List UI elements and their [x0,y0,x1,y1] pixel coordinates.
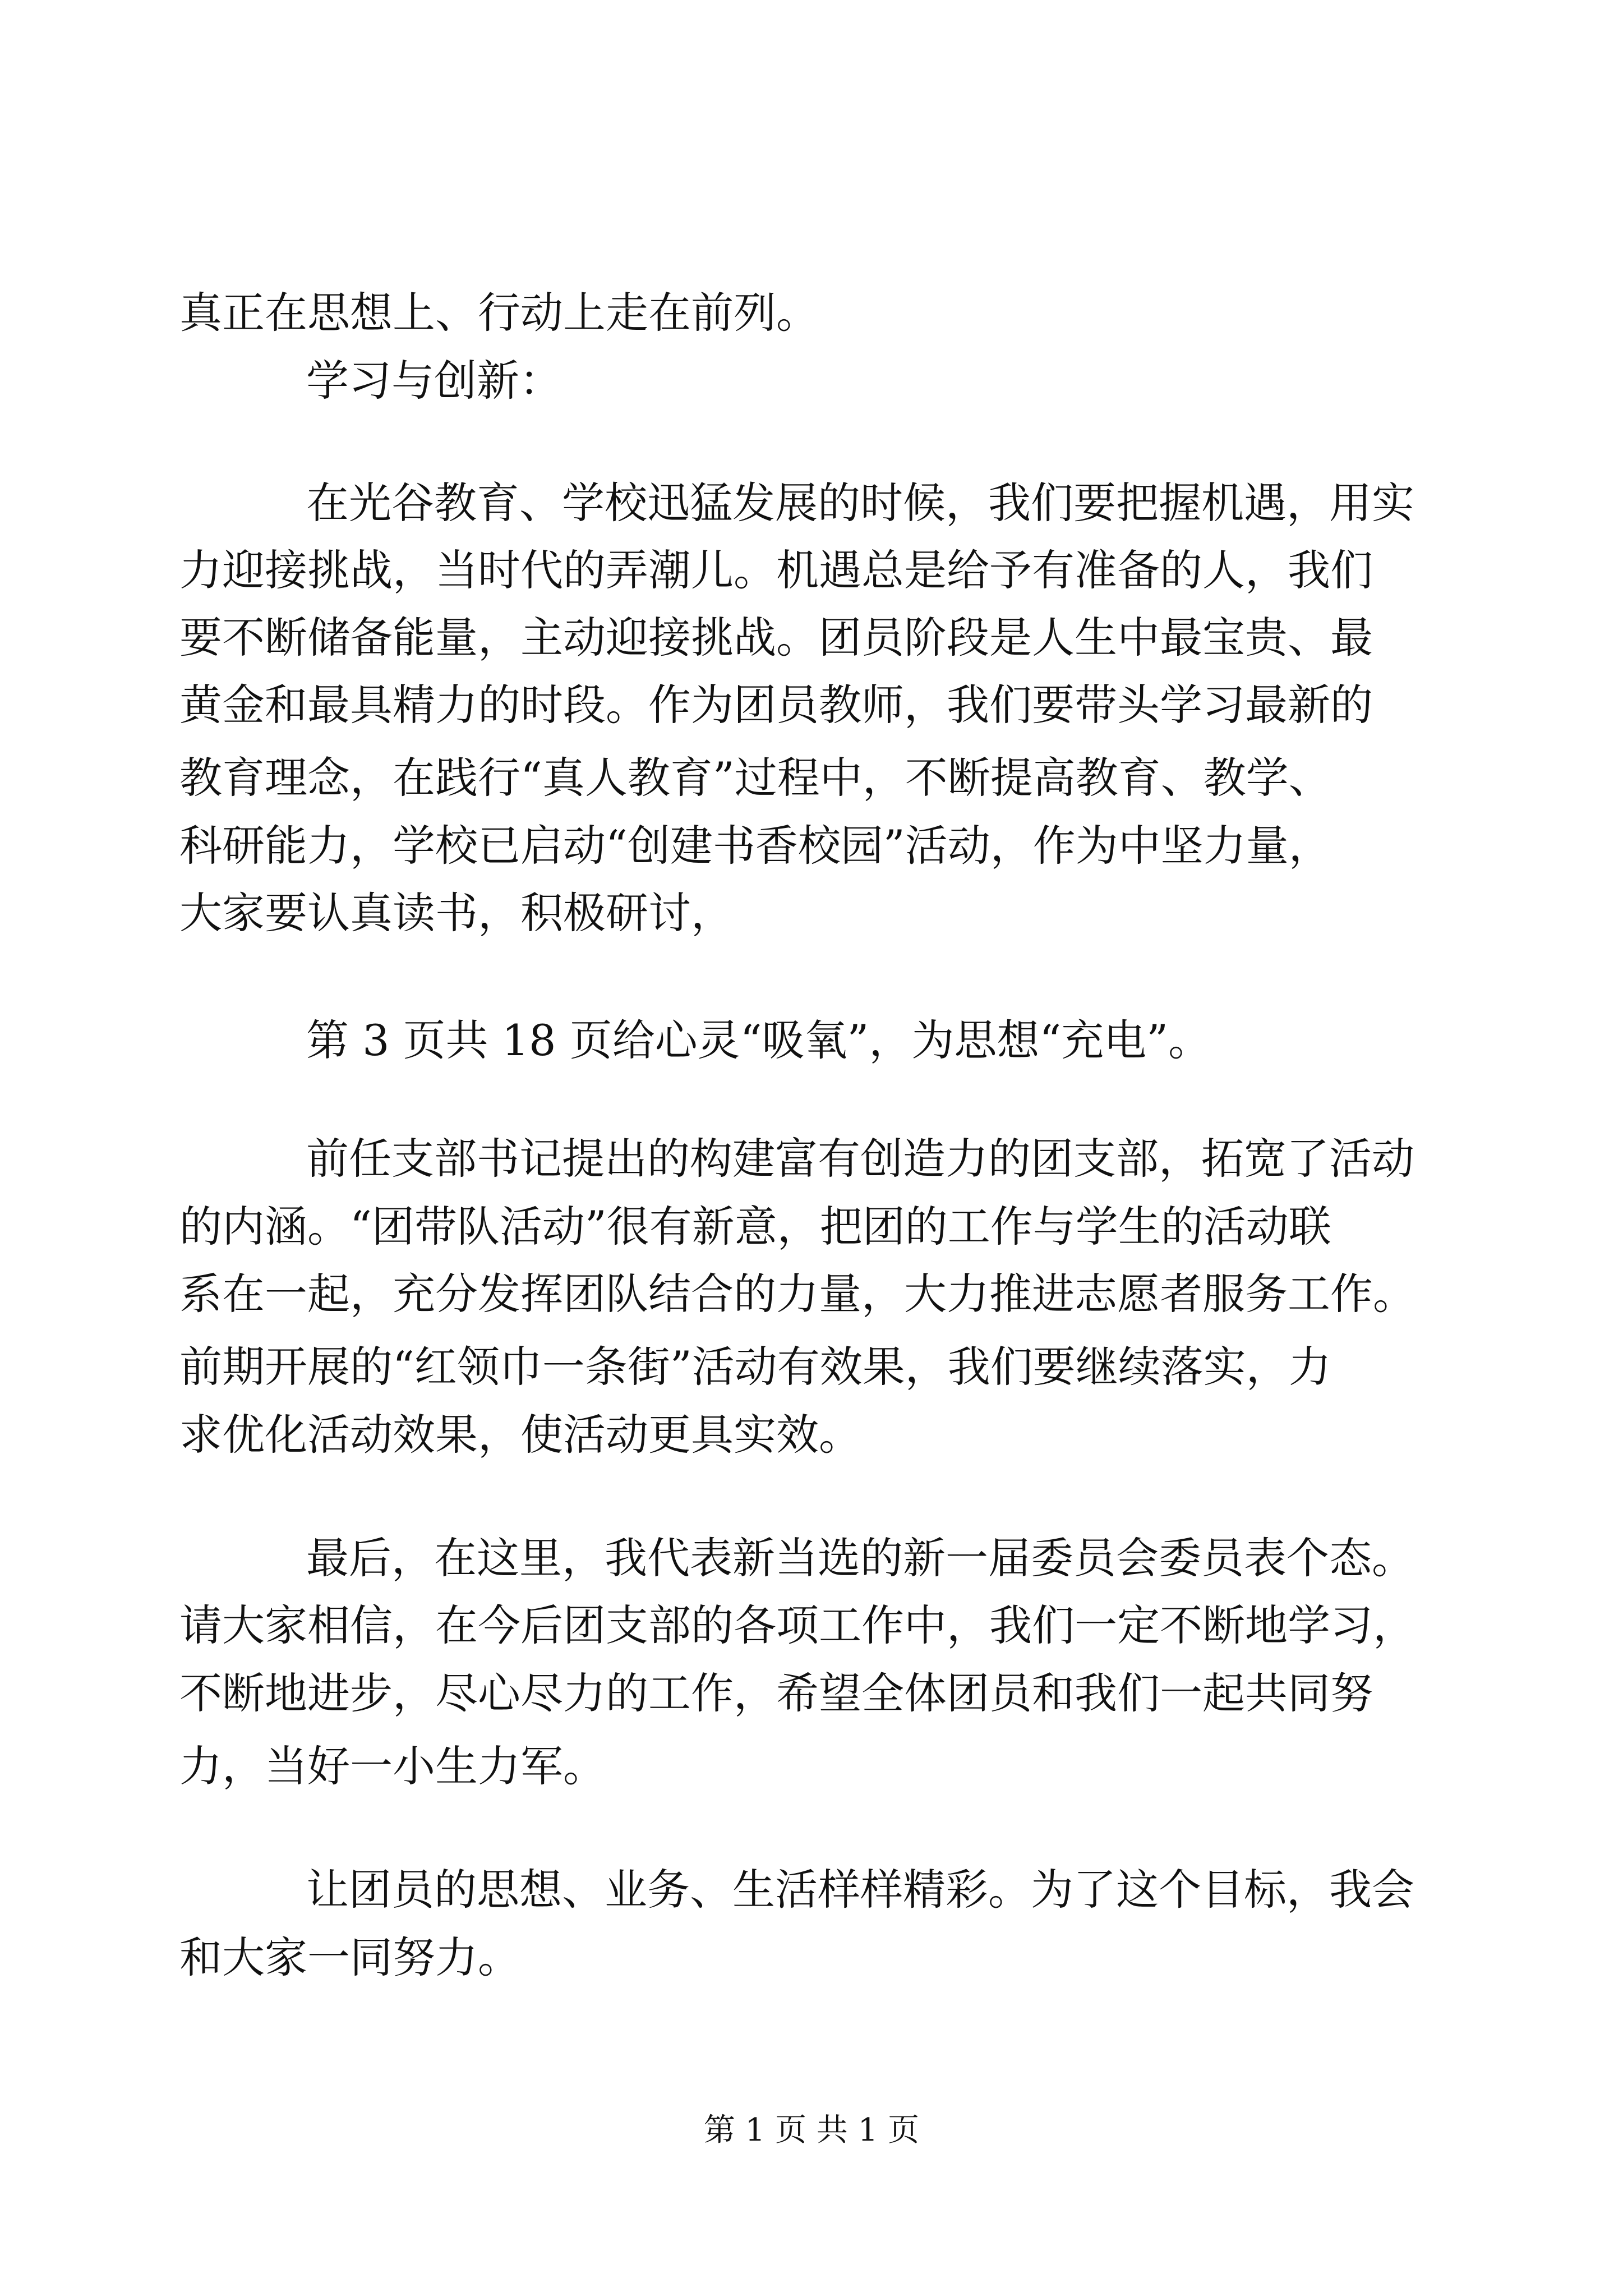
line-text: 要不断储备能量，主动迎接挑战。团员阶段是人生中最宝贵、最 [179,613,1373,662]
line-text: 在光谷教育、学校迅猛发展的时候，我们要把握机遇，用实 [306,478,1414,528]
line-text: 教育理念，在践行“真人教育”过程中，不断提高教育、教学、 [179,753,1331,803]
text-line [0,610,1623,666]
line-text: 第 3 页共 18 页给心灵“吸氧”，为思想“充电”。 [306,1015,1211,1065]
text-line [0,1598,1623,1654]
line-text: 大家要认真读书，积极研讨， [179,888,734,938]
text-line [0,1131,1623,1187]
text-line [0,1738,1623,1795]
line-text: 不断地进步，尽心尽力的工作，希望全体团员和我们一起共同努 [179,1668,1373,1718]
text-line [0,1013,1623,1069]
text-line [0,677,1623,733]
line-text: 最后，在这里，我代表新当选的新一届委员会委员表个态。 [306,1533,1414,1583]
text-line [0,1530,1623,1586]
text-line [0,475,1623,531]
line-text: 力，当好一小生力军。 [179,1741,606,1791]
line-text: 真正在思想上、行动上走在前列。 [179,288,819,338]
text-line [0,353,1623,409]
text-line [0,1930,1623,1986]
line-text: 前期开展的“红领巾一条街”活动有效果，我们要继续落实，力 [179,1342,1331,1392]
section-heading: 学习与创新： [306,356,562,406]
text-line [0,1339,1623,1395]
line-text: 黄金和最具精力的时段。作为团员教师，我们要带头学习最新的 [179,680,1373,730]
text-line [0,1199,1623,1255]
text-line [0,750,1623,806]
line-text: 和大家一同努力。 [179,1932,520,1982]
line-text: 力迎接挑战，当时代的弄潮儿。机遇总是给予有准备的人，我们 [179,545,1373,595]
text-line [0,1862,1623,1918]
line-text: 科研能力，学校已启动“创建书香校园”活动，作为中坚力量， [179,821,1331,871]
line-text: 求优化活动效果，使活动更具实效。 [179,1410,861,1460]
text-line [0,1407,1623,1463]
page-footer: 第 1 页 共 1 页 [703,2112,920,2148]
text-line [0,818,1623,874]
text-line [0,1266,1623,1322]
line-text: 让团员的思想、业务、生活样样精彩。为了这个目标，我会 [306,1865,1414,1915]
text-line [0,542,1623,599]
text-line [0,285,1623,341]
text-line [0,1665,1623,1722]
line-text: 请大家相信，在今后团支部的各项工作中，我们一定不断地学习， [179,1600,1415,1650]
line-text: 系在一起，充分发挥团队结合的力量，大力推进志愿者服务工作。 [179,1269,1415,1319]
line-text: 的内涵。“团带队活动”很有新意，把团的工作与学生的活动联 [179,1202,1331,1251]
line-text: 前任支部书记提出的构建富有创造力的团支部，拓宽了活动 [306,1134,1414,1184]
text-line [0,885,1623,941]
